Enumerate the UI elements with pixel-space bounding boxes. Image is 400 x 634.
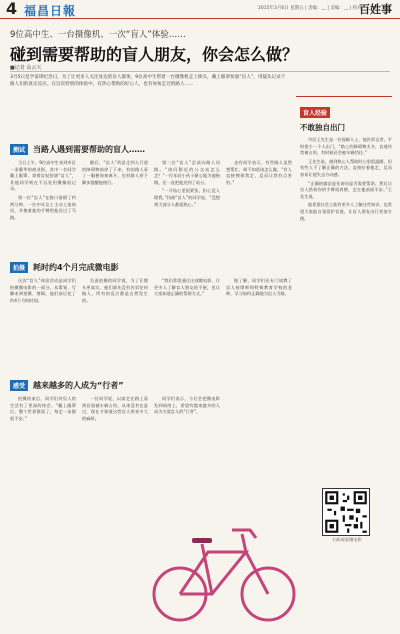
divider	[10, 71, 390, 72]
page-number: 4	[6, 0, 18, 18]
text-column	[82, 396, 148, 492]
section-tag: 感受	[10, 380, 28, 391]
section-heading-filming	[10, 262, 119, 273]
qr-code[interactable]	[322, 488, 370, 536]
sidebar-divider	[296, 96, 392, 97]
paragraph: 也有同学表示，有些路人虽然想帮忙，却不知道该怎么做，“有人直接拽着我走，反而让我有点害怕。”	[226, 160, 292, 185]
text-column	[82, 160, 148, 256]
article-headline: 碰到需要帮助的盲人朋友，你会怎么做？	[10, 45, 299, 64]
section-heading-test	[10, 144, 145, 155]
article-lead: 3月5日是学雷锋纪念日，为了让更多人关注身边的盲人群体，9位高中生带着一台摄像机走上街头，戴上眼罩扮演“盲人”，用镜头记录下路人们的真实反应。在这次特别的体验中，有热心帮助的好心人，也有匆匆走过的路人……	[10, 75, 286, 87]
bicycle-frame	[180, 552, 246, 594]
issue-info: 2015年3月6日 星期五 | 责编：__ | 美编：__ | 校对：__	[258, 6, 371, 11]
newspaper-masthead: 福昌日報	[24, 4, 77, 18]
paragraph: 一位同学说，以前走在路上看到盲道被车辆占用，从来没有在意过，现在才知道这给盲人带来多大的麻烦。	[82, 396, 148, 421]
paragraph: “我们希望通过这部微电影，让更多人了解盲人朋友的不便，也让大家知道正确的帮助方式。”	[154, 278, 220, 297]
article-kicker: 9位高中生、一台摄像机、一次“盲人”体验……	[10, 30, 186, 40]
section-title: 当路人遇到需要帮助的盲人……	[33, 145, 146, 154]
paragraph: 王先生说，遇到热心人帮助时心里很温暖，但有些人不了解正确的方法，直接拉着他走，反而容易让他失去方向感。	[300, 158, 392, 177]
section-title: 越来越多的人成为“行者”	[33, 381, 124, 390]
section-body-test	[10, 160, 292, 256]
text-column	[82, 278, 148, 374]
paragraph: “正确的做法是先询问是否需要帮助，然后让盲人搭着你的手臂或肩膀，走在他前面半步。”王先生说。	[300, 180, 392, 199]
paragraph: 同学们表示，今后会把微电影发到网络上，希望有越来越多的人成为关爱盲人的“行者”。	[154, 396, 220, 415]
section-body-filming	[10, 278, 292, 374]
section-tag: 拍摄	[10, 262, 28, 273]
section-heading-feelings	[10, 380, 124, 391]
sidebar	[300, 100, 392, 224]
text-column	[10, 278, 76, 374]
paragraph: 第一位“盲人”在路口徘徊了约两分钟，一位中年女士主动上前询问，并挽着他的手臂把他送过了马路。	[10, 194, 76, 220]
text-column	[154, 396, 220, 492]
paragraph: 他希望社会上能有更多人了解这些知识，也希望大家能自觉爱护盲道，让盲人朋友出行更加方便。	[300, 202, 392, 221]
section-name: 百姓事	[359, 3, 392, 16]
text-column	[154, 278, 220, 374]
paragraph: 当日上午，9位高中生来到市区一条繁华的商业街，其中一名同学戴上眼罩、拿着盲杖扮演“盲人”，其他同学则在不远处用摄像机记录。	[10, 160, 76, 192]
paragraph: 市民王先生是一位视障人士，他告诉记者，平时很少一个人出门，“路上的障碍物太多，盲道经常被占用，有时候还会被车辆挡住。”	[300, 137, 392, 156]
text-column	[226, 278, 292, 374]
text-column	[226, 396, 292, 492]
text-column	[154, 160, 220, 256]
bicycle-fork	[246, 552, 268, 594]
bicycle-seat	[192, 538, 212, 543]
sidebar-body	[300, 137, 392, 222]
paragraph: 负责拍摄的同学说，为了让镜头更真实，他们事先没有告诉任何路人，所有的反应都是自然发生的。	[82, 278, 148, 303]
qr-caption: 扫码观看微电影	[332, 537, 362, 542]
bicycle-illustration	[150, 500, 300, 628]
paragraph: “一开始心里很紧张，担心没人理我。”扮演“盲人”的同学说，“没想到大部分人都很热心。”	[154, 188, 220, 207]
paragraph: 这次“盲人”体验活动是同学们拍摄微电影的一部分。从策划、写脚本到拍摄、剪辑，他们前后花了约4个月的时间。	[10, 278, 76, 303]
article-byline: ■记者 高云天	[10, 65, 42, 71]
bicycle-stem	[242, 534, 246, 552]
text-column	[10, 160, 76, 256]
sidebar-title: 不敢独自出门	[300, 123, 345, 132]
text-column	[226, 160, 292, 256]
section-body-feelings	[10, 396, 292, 492]
paragraph: 据了解，同学们还专门请教了盲人按摩师和特殊教育学校的老师，学习如何正确地为盲人引路。	[226, 278, 292, 297]
section-title: 耗时约4个月完成微电影	[33, 263, 119, 272]
paragraph: 拍摄结束后，同学们对盲人的生活有了更深的体会。“戴上眼罩后，整个世界都黑了，每走一步都很不安。”	[10, 396, 76, 421]
paragraph: 第二位“盲人”尝试向路人问路。“请问附近的公交站怎么走？”一位年轻小伙子耐心地为他指路，还一直把他送到了站台。	[154, 160, 220, 185]
sidebar-tag: 盲人经验	[300, 107, 330, 118]
text-column	[10, 396, 76, 492]
paragraph: 随后，“盲人”故意走到人行道的障碍物前停了下来，有的路人看了一眼便匆匆离开，也有路人停下脚步提醒他绕行。	[82, 160, 148, 185]
page-header	[0, 0, 400, 19]
section-tag: 测试	[10, 144, 28, 155]
